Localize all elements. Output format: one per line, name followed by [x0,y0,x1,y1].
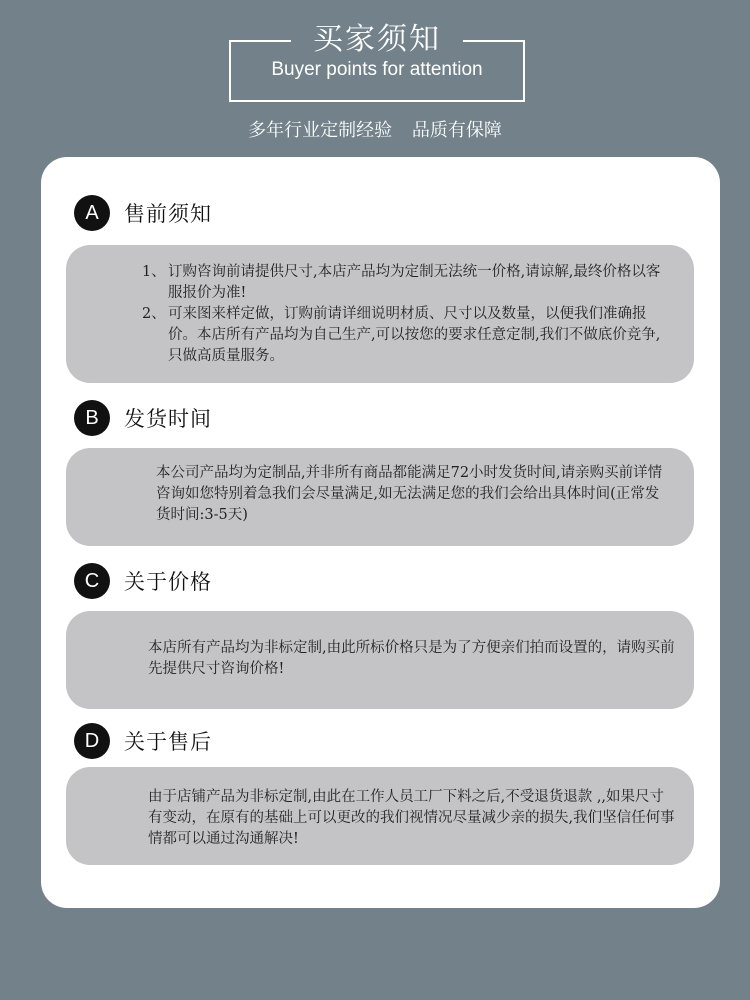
section-b-title: 发货时间 [124,407,212,431]
section-b-content [66,448,694,546]
section-a-badge: A [74,195,110,231]
list-item-text: 订购咨询前请提供尺寸,本店产品均为定制无法统一价格,请谅解,最终价格以客服报价为准! [168,264,661,301]
list-item-number: 2、 [142,306,166,322]
list-item-number: 1、 [142,264,166,280]
list-item-text: 可来图来样定做，订购前请详细说明材质、尺寸以及数量，以便我们准确报价。本店所有产品均为自己生产,可以按您的要求任意定制,我们不做底价竞争,只做高质量服务。 [168,306,661,364]
page-subtitle: 多年行业定制经验 品质有保障 [248,120,502,141]
section-d-badge: D [74,723,110,759]
section-b-header [74,400,212,436]
section-c-text: 本店所有产品均为非标定制,由此所标价格只是为了方便亲们拍而设置的，请购买前先提供尺寸咨询价格! [148,640,675,677]
section-c-badge: C [74,563,110,599]
section-a-title: 售前须知 [124,202,212,226]
section-c-header [74,563,212,599]
page-title: 买家须知 [313,22,441,57]
section-d-title: 关于售后 [124,730,212,754]
list-item [142,304,672,367]
section-d-content [66,767,694,865]
list-item [142,262,672,304]
section-b-text: 本公司产品均为定制品,并非所有商品都能满足72小时发货时间,请亲购买前详情咨询如您特别着急我们会尽量满足,如无法满足您的我们会给出具体时间(正常发货时间:3-5天) [156,465,663,523]
section-d-header [74,723,212,759]
page-title-english: Buyer points for attention [271,59,483,80]
section-a-content [66,245,694,383]
section-b-badge: B [74,400,110,436]
section-c-title: 关于价格 [124,570,212,594]
section-a-header [74,195,212,231]
section-c-content [66,611,694,709]
section-d-text: 由于店铺产品为非标定制,由此在工作人员工厂下料之后,不受退货退款 ,,如果尺寸有变动，在原有的基础上可以更改的我们视情况尽量减少亲的损失,我们坚信任何事情都可以通过沟通解决! [148,789,675,847]
